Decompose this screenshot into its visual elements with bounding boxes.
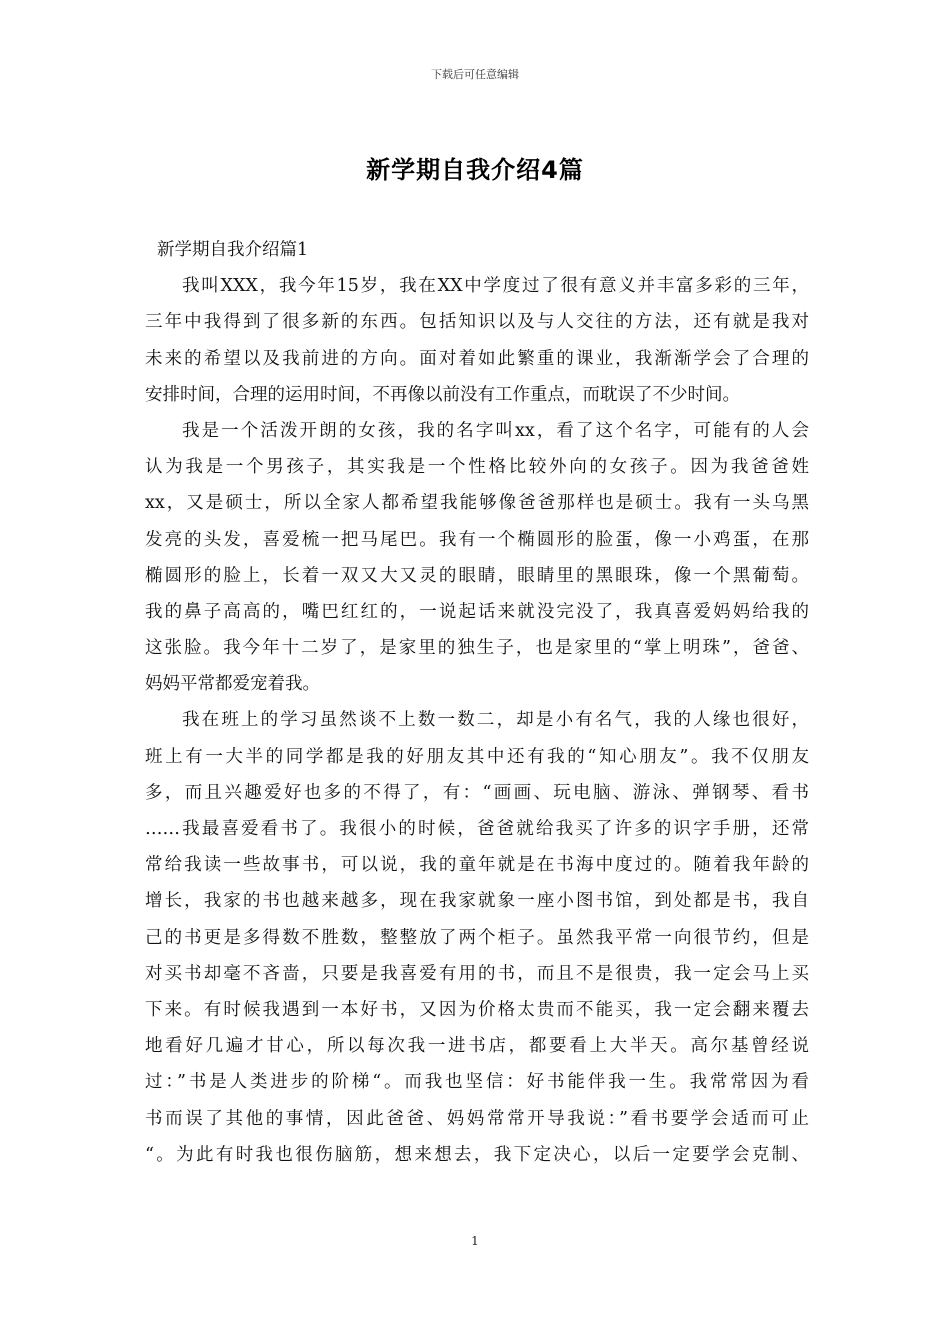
text-line: 妈妈平常都爱宠着我。: [145, 674, 320, 695]
text-line: 班上有一大半的同学都是我的好朋友其中还有我的“知心朋友”。我不仅朋友: [145, 746, 809, 767]
text-line: 未来的希望以及我前进的方向。面对着如此繁重的课业，我渐渐学会了合理的: [145, 348, 809, 369]
text-line: 我在班上的学习虽然谈不上数一数二，却是小有名气，我的人缘也很好，: [182, 710, 809, 731]
text-line: 三年中我得到了很多新的东西。包括知识以及与人交往的方法，还有就是我对: [145, 312, 809, 333]
text-line: 安排时间，合理的运用时间，不再像以前没有工作重点，而耽误了不少时间。: [145, 384, 740, 405]
page-number: 1: [471, 1234, 479, 1248]
text-line: 我叫XXX，我今年15岁，我在XX中学度过了很有意义并丰富多彩的三年，: [182, 276, 809, 297]
text-line: 增长，我家的书也越来越多，现在我家就象一座小图书馆，到处都是书，我自: [145, 891, 809, 912]
text-line: 发亮的头发，喜爱梳一把马尾巴。我有一个椭圆形的脸蛋，像一小鸡蛋，在那: [145, 529, 809, 550]
text-line: “。为此有时我也很伤脑筋，想来想去，我下定决心，以后一定要学会克制、: [145, 1144, 809, 1165]
text-line: 对买书却毫不吝啬，只要是我喜爱有用的书，而且不是很贵，我一定会马上买: [145, 963, 809, 984]
text-line: 地看好几遍才甘心，所以每次我一进书店，都要看上大半天。高尔基曾经说: [145, 1036, 809, 1057]
page-header: 下载后可任意编辑: [431, 68, 519, 81]
text-line: 过：”书是人类进步的阶梯“。而我也坚信：好书能伴我一生。我常常因为看: [145, 1072, 809, 1093]
paragraph-1: [145, 268, 809, 413]
document-title: 新学期自我介绍4篇: [366, 156, 584, 184]
text-line: 我的鼻子高高的，嘴巴红红的，一说起话来就没完没了，我真喜爱妈妈给我的: [145, 601, 809, 622]
text-line: 这张脸。我今年十二岁了，是家里的独生子，也是家里的“掌上明珠”，爸爸、: [145, 638, 809, 659]
text-line: 认为我是一个男孩子，其实我是一个性格比较外向的女孩子。因为我爸爸姓: [145, 457, 809, 478]
paragraph-2: [145, 413, 809, 703]
paragraph-3: [145, 702, 809, 1172]
text-line: 常给我读一些故事书，可以说，我的童年就是在书海中度过的。随着我年龄的: [145, 855, 809, 876]
text-line: 多，而且兴趣爱好也多的不得了，有：“画画、玩电脑、游泳、弹钢琴、看书: [145, 782, 809, 803]
text-line: xx，又是硕士，所以全家人都希望我能够像爸爸那样也是硕士。我有一头乌黑: [145, 493, 809, 514]
document-body: [145, 232, 809, 1173]
text-line: 己的书更是多得数不胜数，整整放了两个柜子。虽然我平常一向很节约，但是: [145, 927, 809, 948]
text-line: 书而误了其他的事情，因此爸爸、妈妈常常开导我说：”看书要学会适而可止: [145, 1108, 809, 1129]
text-line: ……我最喜爱看书了。我很小的时候，爸爸就给我买了许多的识字手册，还常: [145, 819, 809, 839]
text-line: 椭圆形的脸上，长着一双又大又灵的眼睛，眼睛里的黑眼珠，像一个黑葡萄。: [145, 565, 809, 586]
text-line: 我是一个活泼开朗的女孩，我的名字叫xx，看了这个名字，可能有的人会: [182, 420, 809, 441]
section-heading: 新学期自我介绍篇1: [157, 240, 309, 260]
text-line: 下来。有时候我遇到一本好书，又因为价格太贵而不能买，我一定会翻来覆去: [145, 999, 809, 1020]
